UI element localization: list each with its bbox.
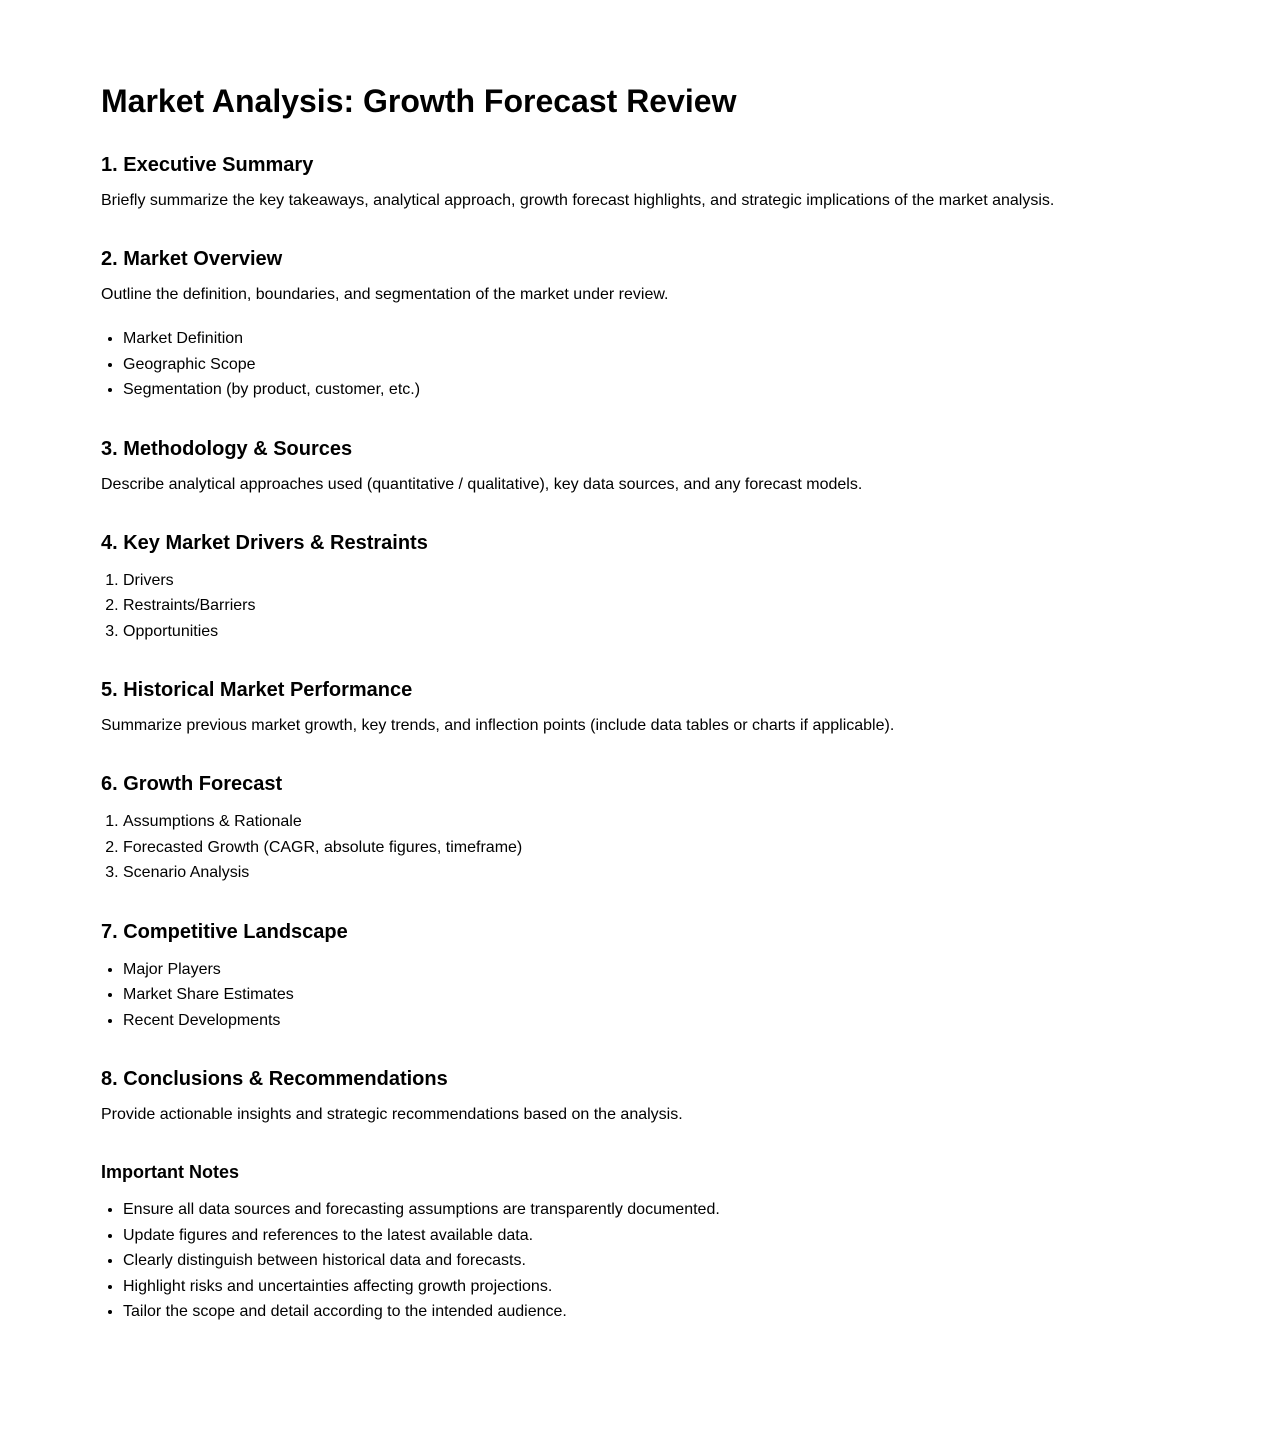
section-important-notes xyxy=(101,1161,1201,1325)
list-item: • Market Definition xyxy=(123,326,1201,352)
section-historical-performance xyxy=(101,678,1201,737)
list-item: 2. Restraints/Barriers xyxy=(123,593,1201,619)
bullet-list xyxy=(101,1197,1201,1325)
section-heading: 8. Conclusions & Recommendations xyxy=(101,1068,448,1090)
section-heading: 2. Market Overview xyxy=(101,248,283,270)
section-executive-summary xyxy=(101,153,1201,212)
section-heading: 6. Growth Forecast xyxy=(101,773,283,795)
section-market-overview xyxy=(101,247,1201,403)
list-item: • Recent Developments xyxy=(123,1008,1201,1034)
bullet-list xyxy=(101,957,1201,1034)
page-title: Market Analysis: Growth Forecast Review xyxy=(101,83,737,119)
section-heading: 5. Historical Market Performance xyxy=(101,679,413,701)
section-drivers-restraints xyxy=(101,531,1201,645)
section-methodology xyxy=(101,437,1201,496)
section-text: Summarize previous market growth, key trends, and inflection points (include data tables or charts if applicable). xyxy=(101,717,895,734)
list-item: 3. Scenario Analysis xyxy=(123,860,1201,886)
list-item: • Market Share Estimates xyxy=(123,982,1201,1008)
section-text: Outline the definition, boundaries, and segmentation of the market under review. xyxy=(101,286,669,303)
section-growth-forecast xyxy=(101,772,1201,886)
section-heading: 7. Competitive Landscape xyxy=(101,920,348,943)
section-conclusions xyxy=(101,1067,1201,1126)
list-item: • Clearly distinguish between historical data and forecasts. xyxy=(123,1248,1201,1274)
section-heading: 4. Key Market Drivers & Restraints xyxy=(101,531,428,554)
list-item: • Tailor the scope and detail according to the intended audience. xyxy=(123,1299,1201,1325)
section-text: Provide actionable insights and strategic recommendations based on the analysis. xyxy=(101,1106,683,1123)
list-item: 1. Drivers xyxy=(123,568,1201,594)
section-heading: 1. Executive Summary xyxy=(101,154,314,176)
section-text: Describe analytical approaches used (quantitative / qualitative), key data sources, and any forecast models. xyxy=(101,475,863,493)
list-item: • Ensure all data sources and forecasting assumptions are transparently documented. xyxy=(123,1197,1201,1223)
notes-heading: Important Notes xyxy=(101,1162,240,1182)
list-item: 2. Forecasted Growth (CAGR, absolute figures, timeframe) xyxy=(123,835,1201,861)
section-text: Briefly summarize the key takeaways, analytical approach, growth forecast highlights, and strategic implications of the market analysis. xyxy=(101,192,1055,209)
bullet-list xyxy=(101,326,1201,403)
list-item: • Geographic Scope xyxy=(123,352,1201,378)
list-item: 1. Assumptions & Rationale xyxy=(123,809,1201,835)
list-item: 3. Opportunities xyxy=(123,619,1201,645)
list-item: • Highlight risks and uncertainties affecting growth projections. xyxy=(123,1274,1201,1300)
section-heading: 3. Methodology & Sources xyxy=(101,437,353,460)
section-competitive-landscape xyxy=(101,920,1201,1034)
numbered-list xyxy=(101,568,1201,645)
list-item: • Update figures and references to the latest available data. xyxy=(123,1223,1201,1249)
list-item: • Segmentation (by product, customer, etc.) xyxy=(123,377,1201,403)
list-item: • Major Players xyxy=(123,957,1201,983)
numbered-list xyxy=(101,809,1201,886)
